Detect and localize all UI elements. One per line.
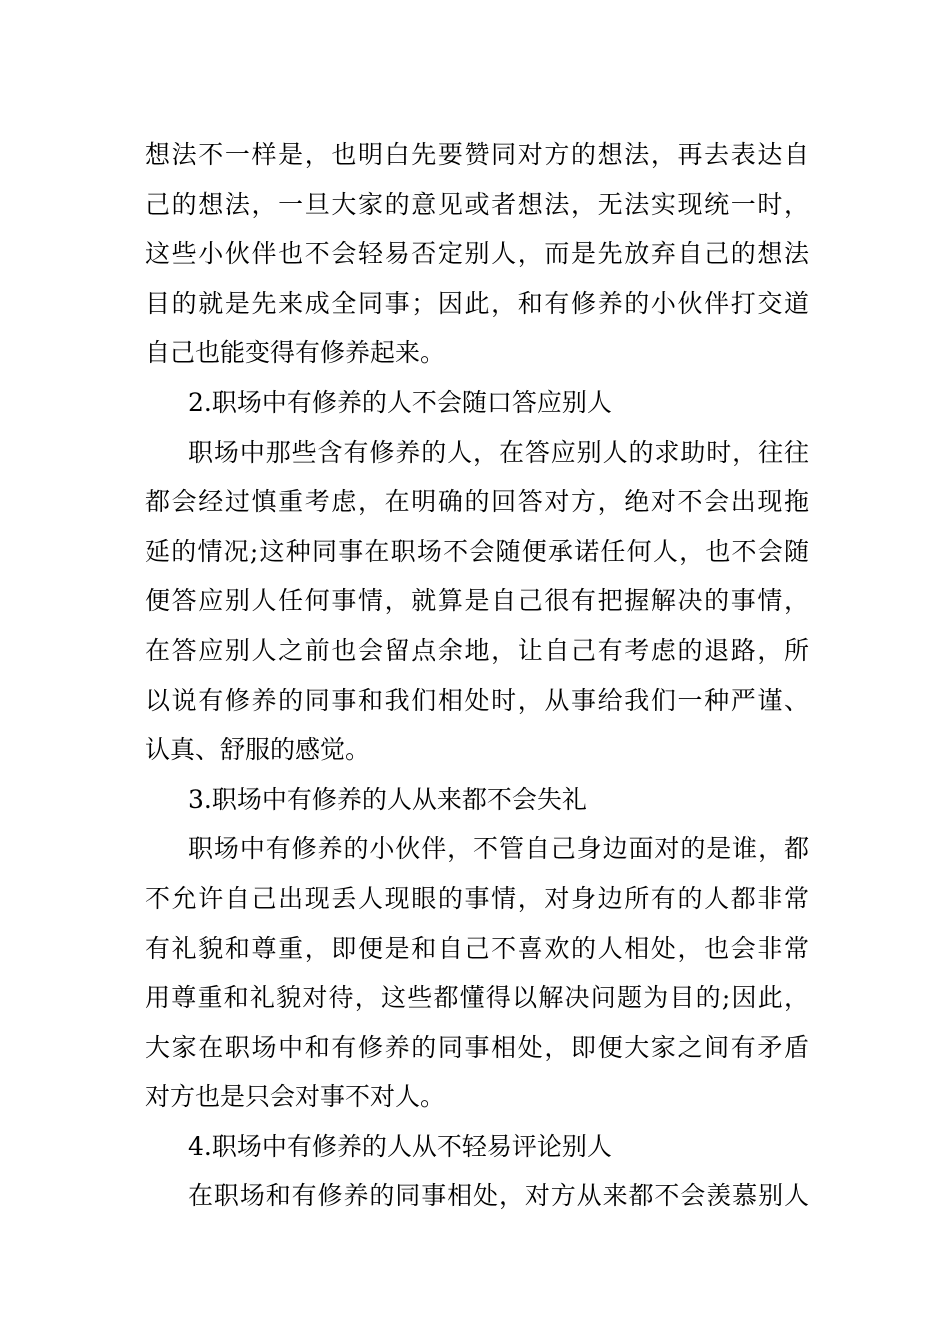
section-heading: 3.职场中有修养的人从来都不会失礼 [188,784,587,814]
text-line: 想法不一样是，也明白先要赞同对方的想法，再去表达自 [145,140,809,169]
paragraph [145,824,809,1122]
text-line: 对方也是只会对事不对人。 [145,1082,446,1112]
paragraph [145,1171,809,1221]
text-line: 用尊重和礼貌对待，这些都懂得以解决问题为目的;因此， [145,983,809,1013]
text-line: 在职场和有修养的同事相处，对方从来都不会羡慕别人 [188,1181,809,1211]
document-body [145,130,809,1221]
text-line: 在答应别人之前也会留点余地，让自己有考虑的退路，所 [145,635,809,665]
section-heading: 2.职场中有修养的人不会随口答应别人 [188,387,612,417]
text-line: 有礼貌和尊重，即便是和自己不喜欢的人相处，也会非常 [145,933,809,963]
text-line: 以说有修养的同事和我们相处时，从事给我们一种严谨、 [145,685,809,715]
text-line: 这些小伙伴也不会轻易否定别人，而是先放弃自己的想法 [145,239,809,269]
paragraph [145,428,809,775]
text-line: 延的情况;这种同事在职场不会随便承诺任何人，也不会随 [145,536,809,566]
text-line: 职场中有修养的小伙伴，不管自己身边面对的是谁，都 [188,834,809,864]
text-line: 职场中那些含有修养的人，在答应别人的求助时，往往 [188,437,809,467]
text-line: 认真、舒服的感觉。 [145,735,371,765]
text-line: 自己也能变得有修养起来。 [145,338,446,368]
text-line: 己的想法，一旦大家的意见或者想法，无法实现统一时， [145,189,809,219]
text-line: 都会经过慎重考虑，在明确的回答对方，绝对不会出现拖 [145,487,809,517]
text-line: 便答应别人任何事情，就算是自己很有把握解决的事情， [145,586,809,616]
text-line: 大家在职场中和有修养的同事相处，即便大家之间有矛盾 [145,1032,809,1062]
section-heading: 4.职场中有修养的人从不轻易评论别人 [188,1131,612,1161]
text-line: 目的就是先来成全同事；因此，和有修养的小伙伴打交道 [145,288,809,318]
paragraph-continuation [145,130,809,378]
text-line: 不允许自己出现丢人现眼的事情，对身边所有的人都非常 [145,883,809,913]
